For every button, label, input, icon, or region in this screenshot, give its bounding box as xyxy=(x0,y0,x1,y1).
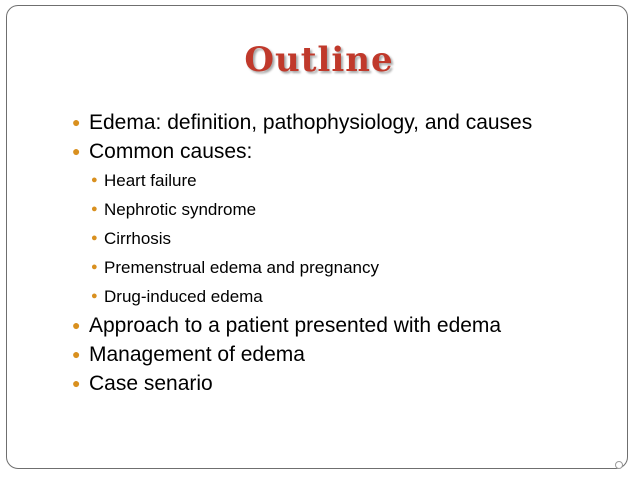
sub-list-item xyxy=(72,282,532,311)
sub-list-item-text: Cirrhosis xyxy=(104,229,172,248)
sub-list-item-text: Nephrotic syndrome xyxy=(104,200,257,219)
sub-list-item xyxy=(72,166,532,195)
sub-list-item-text: Drug-induced edema xyxy=(104,287,263,306)
list-item-text: Case senario xyxy=(89,372,213,395)
list-item-text: Common causes: xyxy=(89,140,253,163)
bullet-icon: ● xyxy=(91,290,98,302)
list-item-text: Management of edema xyxy=(89,343,305,366)
sub-list-item-text: Premenstrual edema and pregnancy xyxy=(104,258,379,277)
bullet-icon: ● xyxy=(72,317,81,333)
sub-list-item xyxy=(72,195,532,224)
sub-list-item-text: Heart failure xyxy=(104,171,197,190)
page-indicator-dot xyxy=(615,461,623,469)
slide-title: Outline xyxy=(244,40,394,80)
list-item xyxy=(72,369,532,398)
list-item-text: Edema: definition, pathophysiology, and causes xyxy=(89,111,533,134)
bullet-icon: ● xyxy=(91,261,98,273)
bullet-icon: ● xyxy=(72,346,81,362)
bullet-icon: ● xyxy=(72,114,81,130)
bullet-icon: ● xyxy=(91,203,98,215)
sub-list-item xyxy=(72,224,532,253)
sub-list-item xyxy=(72,253,532,282)
list-item xyxy=(72,108,532,137)
bullet-icon: ● xyxy=(72,375,81,391)
list-item xyxy=(72,311,532,340)
bullet-icon: ● xyxy=(91,232,98,244)
list-item-text: Approach to a patient presented with edema xyxy=(89,314,502,337)
list-item xyxy=(72,340,532,369)
bullet-icon: ● xyxy=(91,174,98,186)
bullet-icon: ● xyxy=(72,143,81,159)
outline-list xyxy=(72,108,532,398)
list-item xyxy=(72,137,532,166)
